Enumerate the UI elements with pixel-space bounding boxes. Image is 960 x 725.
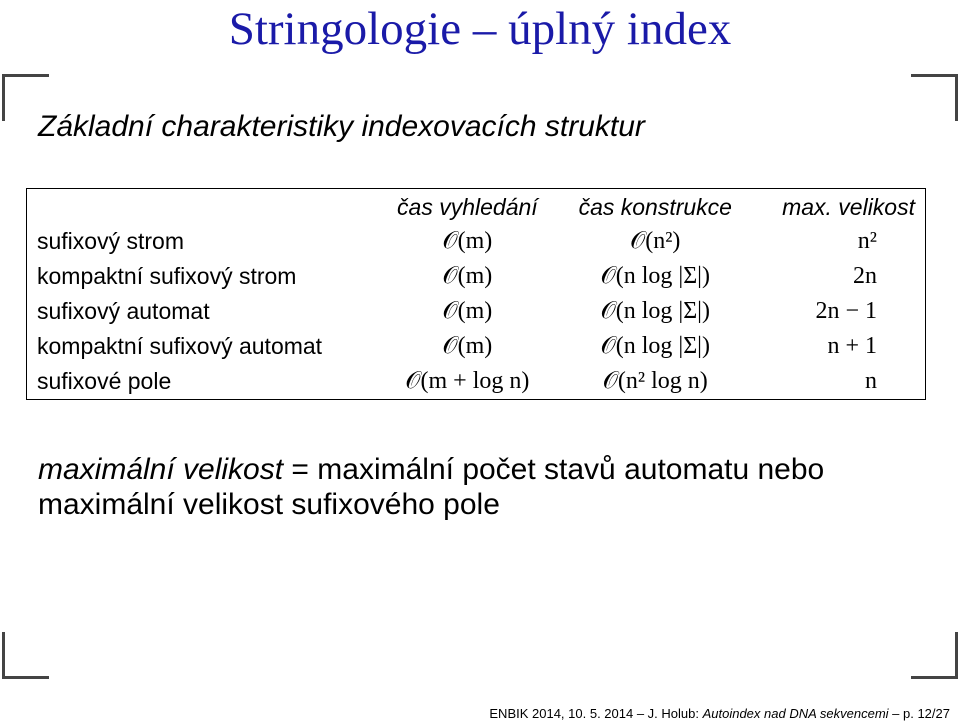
max-size-cell: n + 1 (827, 333, 877, 359)
slide-title: Stringologie – úplný index (228, 3, 732, 55)
row-label: sufixové pole (37, 368, 172, 394)
search-time-cell: 𝒪(m) (442, 298, 493, 324)
slide-footer (489, 706, 950, 721)
note-equals: = (283, 453, 318, 486)
table-row (27, 329, 926, 364)
row-label: kompaktní sufixový strom (37, 263, 297, 289)
build-time-cell: 𝒪(n log |Σ|) (600, 298, 710, 324)
table-row (27, 224, 926, 259)
search-time-cell: 𝒪(m) (442, 263, 493, 289)
row-label: sufixový strom (37, 228, 184, 254)
max-size-cell: n (865, 368, 877, 394)
note-definition: maximální počet stavů automatu nebo maximální velikost sufixového pole (38, 453, 825, 521)
search-time-cell: 𝒪(m + log n) (405, 368, 530, 394)
footer-talk-title: Autoindex nad DNA sekvencemi (702, 706, 889, 721)
build-time-cell: 𝒪(n log |Σ|) (600, 263, 710, 289)
column-header-search-time: čas vyhledání (397, 194, 538, 220)
build-time-cell: 𝒪(n log |Σ|) (600, 333, 710, 359)
table-row (27, 294, 926, 329)
table-row (27, 259, 926, 294)
max-size-cell: 2n − 1 (815, 298, 877, 324)
frame-corner-bottom-left (2, 632, 49, 679)
column-header-max-size: max. velikost (782, 194, 915, 220)
note-term: maximální velikost (38, 453, 284, 486)
definition-note (38, 452, 938, 522)
footer-event: ENBIK 2014, 10. 5. 2014 – J. Holub: (489, 706, 703, 721)
frame-corner-bottom-right (911, 632, 958, 679)
build-time-cell: 𝒪(n² log n) (602, 368, 708, 394)
table-row (27, 364, 926, 400)
row-label: kompaktní sufixový automat (37, 333, 323, 359)
search-time-cell: 𝒪(m) (442, 228, 493, 254)
search-time-cell: 𝒪(m) (442, 333, 493, 359)
table-header-row (27, 189, 926, 225)
slide-subtitle: Základní charakteristiky indexovacích struktur (38, 110, 645, 143)
column-header-build-time: čas konstrukce (578, 194, 732, 220)
characteristics-table (26, 188, 926, 400)
build-time-cell: 𝒪(n²) (630, 228, 681, 254)
footer-page-number: – p. 12/27 (888, 706, 950, 721)
column-header-structure (27, 189, 378, 225)
max-size-cell: 2n (853, 263, 877, 289)
frame-corner-top-right (911, 74, 958, 121)
row-label: sufixový automat (37, 298, 210, 324)
max-size-cell: n² (857, 228, 877, 254)
